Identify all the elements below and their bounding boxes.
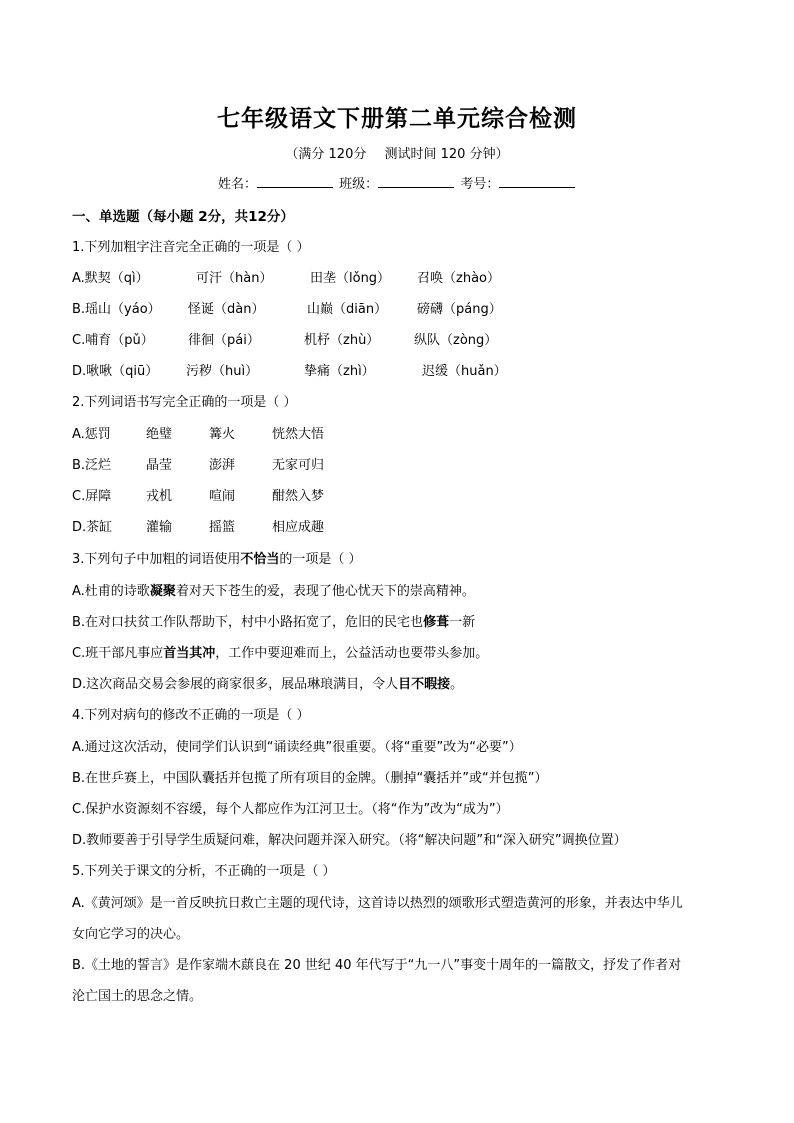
student-info (218, 173, 577, 192)
q1-a3: 田垄（lǒng） (310, 271, 391, 286)
q4-stem: 4.下列对病句的修改不正确的一项是（ ） (72, 708, 310, 723)
q3-c-tail: ，工作中要迎难而上，公益活动也要带头参加。 (215, 646, 489, 661)
q4-option-b: B.在世乒赛上，中国队囊括并包揽了所有项目的金牌。（删掉“囊括并”或“并包揽”） (72, 771, 548, 786)
q3-stem (72, 548, 362, 567)
q4-option-c: C.保护水资源刻不容缓，每个人都应作为江河卫士。（将“作为”改为“成为”） (72, 802, 509, 817)
q1-b2: 怪诞（dàn） (188, 302, 265, 317)
q2-d3: 摇篮 (209, 520, 236, 535)
q1-c2: 徘徊（pái） (188, 333, 260, 348)
q3-d-text: D.这次商品交易会参展的商家很多，展品琳琅满目，令人 (72, 677, 399, 692)
class-blank (378, 175, 454, 188)
q5-option-b-line1: B.《土地的誓言》是作家端木蕻良在 20 世纪 40 年代写于“九一八”事变十周年的一篇散文，抒发了作者对 (72, 958, 682, 973)
q1-c3: 机杼（zhù） (304, 333, 380, 348)
q3-option-c (72, 642, 488, 661)
q3-b-text: B.在对口扶贫工作队帮助下，村中小路拓宽了，危旧的民宅也 (72, 615, 424, 630)
q3-option-d (72, 673, 463, 692)
q1-a2: 可汗（hàn） (196, 271, 273, 286)
q2-a2: 绝璧 (146, 427, 173, 442)
section-heading: 一、单选题（每小题 2分，共12分） (72, 209, 294, 225)
q1-d2: 污秽（huì） (186, 364, 259, 379)
q4-option-a: A.通过这次活动，使同学们认识到“诵读经典”很重要。（将“重要”改为“必要”） (72, 740, 522, 755)
q4-option-d: D.教师要善于引导学生质疑问难，解决问题并深入研究。（将“解决问题”和“深入研究”调换位置） (72, 833, 627, 848)
q2-b3: 澎湃 (209, 458, 236, 473)
subtitle (0, 143, 794, 162)
q2-b2: 晶莹 (146, 458, 173, 473)
class-label: 班级： (339, 177, 379, 192)
page-title: 七年级语文下册第二单元综合检测 (217, 105, 577, 132)
q3-stem-tail: 的一项是（ ） (279, 552, 362, 567)
q3-a-tail: 着对天下苍生的爱，表现了他心忧天下的崇高精神。 (175, 584, 475, 599)
q5-stem: 5.下列关于课文的分析，不正确的一项是（ ） (72, 864, 336, 879)
q2-b4: 无家可归 (272, 458, 325, 473)
q5-option-a-line1: A.《黄河颂》是一首反映抗日救亡主题的现代诗，这首诗以热烈的颂歌形式塑造黄河的形象，并表达中华儿 (72, 896, 683, 911)
q3-a-text: A.杜甫的诗歌 (72, 584, 150, 599)
name-blank (257, 175, 333, 188)
q5-option-b-line2: 沦亡国土的思念之情。 (72, 989, 203, 1004)
q1-c1: C.哺育（pǔ） (72, 333, 154, 348)
q2-c2: 戎机 (146, 489, 173, 504)
q2-d2: 灌输 (146, 520, 173, 535)
q3-stem-text: 3.下列句子中加粗的词语使用 (72, 552, 241, 567)
name-label: 姓名： (218, 177, 258, 192)
q3-d-word: 目不暇接 (398, 677, 451, 692)
q1-a1: A.默契（qì） (72, 271, 149, 286)
q2-b1: B.泛烂 (72, 458, 112, 473)
q2-a4: 恍然大悟 (272, 427, 325, 442)
q3-c-word: 首当其冲 (163, 646, 216, 661)
q2-stem: 2.下列词语书写完全正确的一项是（ ） (72, 395, 297, 410)
q3-b-tail: 一新 (449, 615, 476, 630)
number-label: 考号： (460, 177, 500, 192)
q1-d3: 挚痛（zhì） (304, 364, 375, 379)
q2-a3: 篝火 (209, 427, 236, 442)
q3-a-word: 凝聚 (149, 584, 176, 599)
q3-option-a (72, 580, 475, 599)
full-score: （满分 120分 (285, 147, 367, 162)
q2-c1: C.屏障 (72, 489, 112, 504)
test-time: 测试时间 120 分钟） (384, 147, 509, 162)
q3-d-tail: 。 (450, 677, 464, 692)
q1-d1: D.啾啾（qiū） (72, 364, 159, 379)
q2-c3: 喧闹 (209, 489, 236, 504)
q3-b-word: 修葺 (423, 615, 450, 630)
q2-c4: 酣然入梦 (272, 489, 325, 504)
q2-d4: 相应成趣 (272, 520, 325, 535)
number-blank (499, 175, 575, 188)
q1-b4: 磅礴（páng） (417, 302, 502, 317)
q1-d4: 迟缓（huǎn） (422, 364, 507, 379)
q3-c-text: C.班干部凡事应 (72, 646, 164, 661)
q3-option-b (72, 611, 475, 630)
q1-c4: 纵队（zòng） (414, 333, 498, 348)
q3-stem-emphasis: 不恰当 (240, 552, 280, 567)
q1-b3: 山巅（diān） (307, 302, 388, 317)
q1-b1: B.瑶山（yáo） (72, 302, 161, 317)
q2-a1: A.惩罚 (72, 427, 111, 442)
q1-a4: 召唤（zhào） (417, 271, 500, 286)
q5-option-a-line2: 女向它学习的决心。 (72, 927, 190, 942)
q1-stem: 1.下列加粗字注音完全正确的一项是（ ） (72, 240, 310, 255)
q2-d1: D.茶缸 (72, 520, 113, 535)
